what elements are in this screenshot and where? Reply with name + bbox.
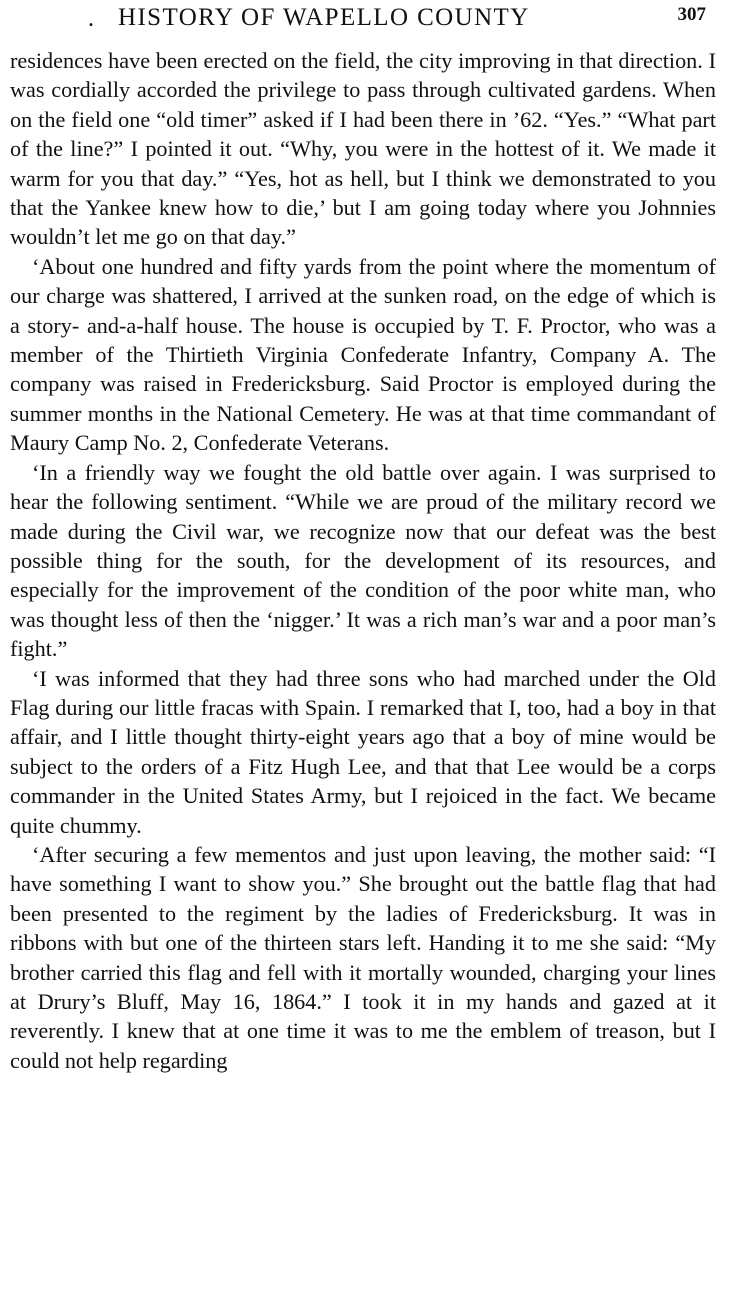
paragraph-continued: residences have been erected on the field, the city improving in that direction. I was cordially accorded the privilege to pass through cultivated gardens. When on the field one “old timer” asked if I had been there in ’62. “Yes.” “What part of the line?” I pointed it out. “Why, you were in the hottest of it. We made it warm for you that day.” “Yes, hot as hell, but I think we demonstrated to you that the Yankee knew how to die,’ but I am going today where you Johnnies wouldn’t let me go on that day.” — [10, 48, 716, 250]
paragraph-friendly-battle: ‘In a friendly way we fought the old battle over again. I was surprised to hear the following sentiment. “While we are proud of the military record we made during the Civil war, we recognize now that our defeat was the best possible thing for the south, for the development of its resources, and especially for the improvement of the condition of the poor white man, who was thought less of then the ‘nigger.’ It was a rich man’s war and a poor man’s fight.” — [10, 459, 716, 662]
running-head-title: HISTORY OF WAPELLO COUNTY — [118, 4, 530, 31]
paragraph-battle-flag: ‘After securing a few mementos and just upon leaving, the mother said: “I have something I want to show you.” She brought out the battle flag that had been presented to the regiment by the ladies of Fredericksburg. It was in ribbons with but one of the thirteen stars left. Handing it to me she said: “My brother carried this flag and fell with it mortally wounded, charging your lines at Drury’s Bluff, May 16, 1864.” I took it in my hands and gazed at it reverently. I knew that at one time it was to me the emblem of treason, but I could not help regarding — [10, 841, 716, 1073]
paragraph-sunken-road: ‘About one hundred and fifty yards from the point where the momentum of our charge was shattered, I arrived at the sunken road, on the edge of which is a story- and-a-half house. The house is occupied by T. F. Proctor, who was a member of the Thirtieth Virginia Confederate Infantry, Company A. The company was raised in Fredericksburg. Said Proctor is employed during the summer months in the National Cemetery. He was at that time commandant of Maury Camp No. 2, Confederate Veterans. — [10, 253, 716, 456]
page-number: 307 — [677, 4, 706, 25]
paragraph-three-sons: ‘I was informed that they had three sons who had marched under the Old Flag during our little fracas with Spain. I remarked that I, too, had a boy in that affair, and I little thought thirty-eight years ago that a boy of mine would be subject to the orders of a Fitz Hugh Lee, and that that Lee would be a corps commander in the United States Army, but I rejoiced in the fact. We became quite chummy. — [10, 665, 716, 838]
running-header — [0, 4, 732, 38]
header-dot: . — [88, 6, 94, 32]
body-text — [10, 46, 716, 1075]
